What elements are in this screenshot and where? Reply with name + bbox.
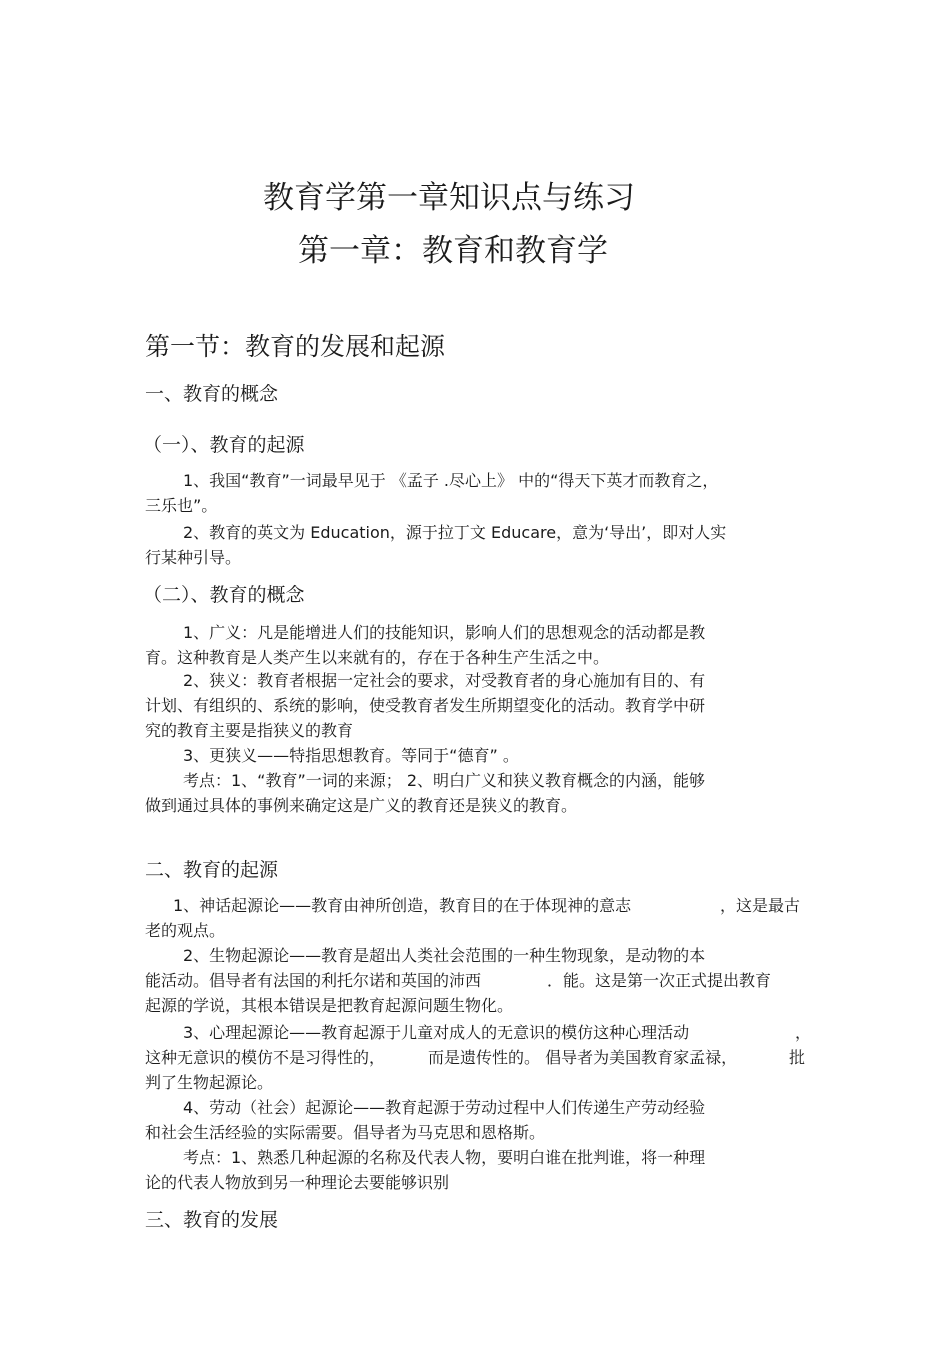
paragraph-line-tail: 批 bbox=[789, 1048, 806, 1067]
subheading-origin: （一）、教育的起源 bbox=[143, 434, 305, 456]
paragraph-line: 行某种引导。 bbox=[145, 548, 242, 567]
paragraph-line: 判了生物起源论。 bbox=[145, 1073, 274, 1092]
heading-part1: 一、教育的概念 bbox=[145, 383, 279, 405]
exam-point-line: 考点：1、熟悉几种起源的名称及代表人物，要明白谁在批判谁，将一种理 bbox=[183, 1148, 706, 1167]
paragraph-line: 计划、有组织的、系统的影响，使受教育者发生所期望变化的活动。教育学中研 bbox=[145, 696, 706, 715]
paragraph-line: 2、狭义：教育者根据一定社会的要求，对受教育者的身心施加有目的、有 bbox=[183, 671, 706, 690]
paragraph-line: 1、广义：凡是能增进人们的技能知识，影响人们的思想观念的活动都是教 bbox=[183, 623, 706, 642]
paragraph-line: 育。这种教育是人类产生以来就有的，存在于各种生产生活之中。 bbox=[145, 648, 610, 667]
paragraph-line-tail: ．能。这是第一次正式提出教育 bbox=[547, 971, 772, 990]
paragraph-line: 究的教育主要是指狭义的教育 bbox=[145, 721, 354, 740]
paragraph-line-tail: ， bbox=[795, 1023, 812, 1042]
paragraph-line: 起源的学说，其根本错误是把教育起源问题生物化。 bbox=[145, 996, 514, 1015]
paragraph-line: 3、心理起源论——教育起源于儿童对成人的无意识的模仿这种心理活动 bbox=[183, 1023, 690, 1042]
chapter-title: 第一章：教育和教育学 bbox=[298, 233, 608, 269]
paragraph-line: 2、生物起源论——教育是超出人类社会范围的一种生物现象，是动物的本 bbox=[183, 946, 706, 965]
paragraph-line: 这种无意识的模仿不是习得性的， bbox=[145, 1048, 386, 1067]
paragraph-line: 三乐也”。 bbox=[145, 496, 218, 515]
paragraph-line: 3、更狭义——特指思想教育。等同于“德育” 。 bbox=[183, 746, 519, 765]
heading-part2: 二、教育的起源 bbox=[145, 859, 279, 881]
paragraph-line: 能活动。倡导者有法国的利托尔诺和英国的沛西 bbox=[145, 971, 482, 990]
paragraph-line: 和社会生活经验的实际需要。倡导者为马克思和恩格斯。 bbox=[145, 1123, 546, 1142]
paragraph-line-mid: 而是遗传性的。 倡导者为美国教育家孟禄， bbox=[428, 1048, 738, 1067]
subheading-concept: （二）、教育的概念 bbox=[143, 584, 305, 606]
document-title: 教育学第一章知识点与练习 bbox=[263, 180, 635, 216]
exam-point-line: 论的代表人物放到另一种理论去要能够识别 bbox=[145, 1173, 450, 1192]
paragraph-line: 1、我国“教育”一词最早见于 《孟子 .尽心上》 中的“得天下英才而教育之， bbox=[183, 471, 719, 490]
heading-part3: 三、教育的发展 bbox=[145, 1209, 279, 1231]
paragraph-line-tail: ，这是最古 bbox=[720, 896, 801, 915]
exam-point-line: 考点：1、“教育”一词的来源； 2、明白广义和狭义教育概念的内涵，能够 bbox=[183, 771, 706, 790]
paragraph-line: 2、教育的英文为 Education，源于拉丁文 Educare，意为‘导出’，即对人实 bbox=[183, 523, 727, 542]
paragraph-line: 4、劳动（社会）起源论——教育起源于劳动过程中人们传递生产劳动经验 bbox=[183, 1098, 706, 1117]
section-title: 第一节：教育的发展和起源 bbox=[145, 332, 446, 361]
paragraph-line: 1、神话起源论——教育由神所创造，教育目的在于体现神的意志 bbox=[173, 896, 632, 915]
exam-point-line: 做到通过具体的事例来确定这是广义的教育还是狭义的教育。 bbox=[145, 796, 578, 815]
paragraph-line: 老的观点。 bbox=[145, 921, 226, 940]
